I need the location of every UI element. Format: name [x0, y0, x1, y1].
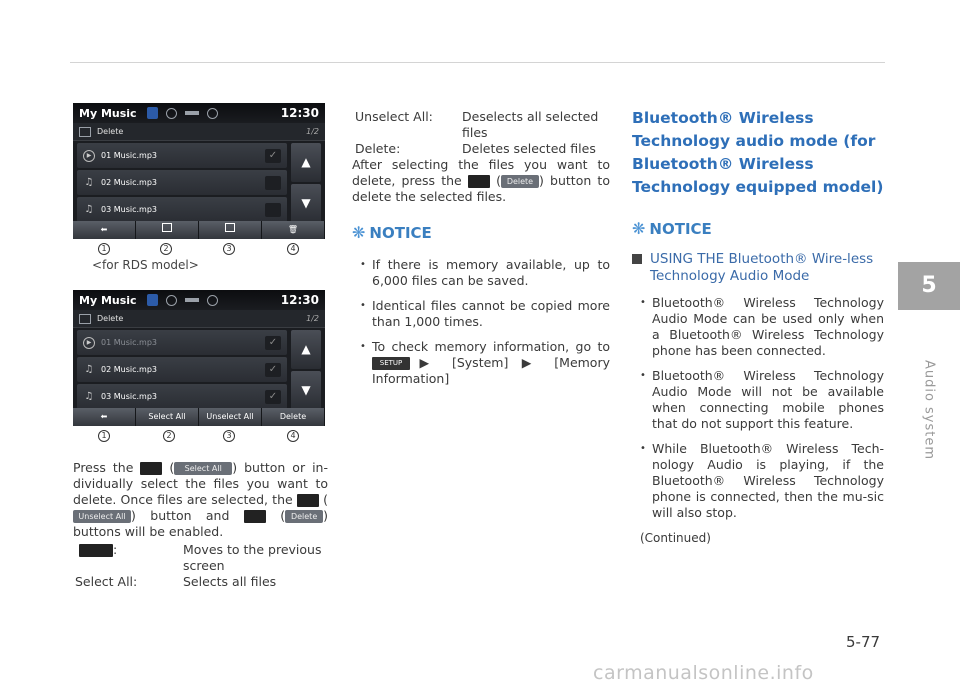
list-item: • While Bluetooth® Wireless Tech-nology Audio is playing, if the Bluetooth® Wireless Technology phone is connected, then the mu-sic will also stop. — [632, 441, 884, 521]
top-divider — [70, 62, 885, 63]
page-indicator: 1/2 — [306, 127, 319, 136]
notice-star-icon: ❋ — [352, 223, 366, 242]
square-bullet-icon — [632, 254, 642, 264]
callout-row-1 — [73, 243, 325, 257]
notice-title: NOTICE — [369, 224, 432, 242]
source-icon — [207, 295, 218, 306]
text-run: button to delete the selected files. — [352, 173, 610, 204]
select-all-pill: Select All — [174, 462, 232, 475]
scroll-down-button[interactable]: ▼ — [291, 184, 321, 223]
scroll-buttons — [291, 330, 321, 410]
definition-text: Moves to the previous screen — [183, 542, 322, 573]
column-3-text — [632, 107, 884, 546]
unselect-icon-glyph — [297, 494, 319, 507]
status-bar — [73, 290, 325, 310]
section-title: Bluetooth® Wireless Technology audio mode (for Bluetooth® Wireless Technology equipped model) — [632, 109, 884, 196]
delete-header — [73, 310, 325, 328]
delete-icon-button[interactable]: 🗑 — [262, 221, 325, 239]
callout-2: 2 — [163, 430, 175, 442]
text-run: buttons will be enabled. — [73, 524, 224, 539]
scroll-up-button[interactable]: ▲ — [291, 330, 321, 369]
select-all-button[interactable]: Select All — [136, 408, 199, 426]
notice-title: NOTICE — [649, 220, 712, 238]
continued-note: (Continued) — [640, 531, 711, 545]
checkbox[interactable]: ✓ — [265, 336, 281, 350]
status-icons — [147, 107, 281, 119]
scroll-down-button[interactable]: ▼ — [291, 371, 321, 410]
callout-row-2 — [73, 430, 325, 444]
delete-instruction: After selecting the files you want to delete, press the ( Delete ) button to delete the selected files. — [352, 157, 610, 204]
button-bar — [73, 408, 325, 426]
bluetooth-icon — [147, 294, 158, 306]
delete-list-icon — [79, 314, 91, 324]
screen-title: My Music — [79, 106, 137, 120]
settings-circle-icon — [166, 108, 177, 119]
file-list — [77, 330, 287, 411]
checkbox[interactable]: ✓ — [265, 149, 281, 163]
usb-icon — [185, 111, 199, 115]
list-item[interactable] — [77, 357, 287, 382]
list-item: • To check memory information, go to SETUP ▶ [System] ▶ [Memory Information] — [352, 339, 610, 387]
callout-3: 3 — [223, 430, 235, 442]
unselect-all-icon-button[interactable] — [199, 221, 262, 239]
term-text: : — [113, 542, 118, 557]
list-item: • If there is memory available, up to 6,000 files can be saved. — [352, 257, 610, 289]
music-note-icon: ♫ — [84, 391, 94, 402]
unselect-all-button[interactable]: Unselect All — [199, 408, 262, 426]
file-name: 01 Music.mp3 — [101, 338, 157, 347]
delete-list-icon — [79, 127, 91, 137]
definition-row — [73, 574, 328, 590]
clock: 12:30 — [280, 106, 319, 120]
usb-icon — [185, 298, 199, 302]
status-icons — [147, 294, 281, 306]
text-run: To check memory information, go to — [372, 339, 610, 354]
list-item[interactable] — [77, 330, 287, 355]
file-name: 03 Music.mp3 — [101, 205, 157, 214]
header-label: Delete — [97, 127, 124, 136]
bluetooth-icon — [147, 107, 158, 119]
settings-circle-icon — [166, 295, 177, 306]
stack-icon — [225, 223, 235, 232]
play-icon: ▶ — [83, 150, 95, 162]
definition-text: Deletes selected files — [462, 141, 596, 156]
button-bar — [73, 221, 325, 239]
subsection-heading — [632, 251, 884, 285]
notice-heading — [632, 221, 884, 237]
music-note-icon: ♫ — [84, 204, 94, 215]
chapter-tab: 5 — [898, 262, 960, 310]
subhead-text: USING THE Bluetooth® Wire-less Technology Audio Mode — [650, 251, 874, 284]
page-number: 5-77 — [846, 633, 881, 651]
notice-heading — [352, 225, 610, 241]
definition-term — [73, 542, 183, 574]
trash-icon-glyph — [244, 510, 266, 523]
definition-term: Unselect All: — [355, 109, 433, 124]
list-item[interactable] — [77, 197, 287, 222]
text-run: button and — [150, 508, 230, 523]
delete-header — [73, 123, 325, 141]
status-bar — [73, 103, 325, 123]
notice-star-icon: ❋ — [632, 219, 646, 238]
source-icon — [207, 108, 218, 119]
callout-1: 1 — [98, 430, 110, 442]
image-caption: <for RDS model> — [92, 258, 199, 272]
text-run: [System] — [451, 355, 509, 370]
column-2-text — [352, 107, 610, 396]
list-item: • Identical files cannot be copied more than 1,000 times. — [352, 298, 610, 330]
instruction-paragraph: Press the ( Select All ) button or in-dividually select the files you want to delete. Once files are selected, the (Unselect All ) button and ( Delete ) buttons will be enabled. — [73, 460, 328, 539]
callout-3: 3 — [223, 243, 235, 255]
callout-4: 4 — [287, 430, 299, 442]
list-item[interactable] — [77, 143, 287, 168]
select-icon-glyph — [140, 462, 162, 475]
definition-term: Delete: — [355, 141, 401, 156]
checkbox-icon — [162, 223, 172, 232]
list-item[interactable] — [77, 384, 287, 409]
delete-pill: Delete — [501, 175, 539, 188]
unselect-all-pill: Unselect All — [73, 510, 131, 523]
music-note-icon: ♫ — [84, 364, 94, 375]
clock: 12:30 — [280, 293, 319, 307]
column-1-text — [73, 460, 328, 590]
play-icon: ▶ — [83, 337, 95, 349]
trash-icon-glyph — [468, 175, 490, 188]
screen-title: My Music — [79, 293, 137, 307]
definition-term: Select All: — [75, 574, 138, 589]
checkbox[interactable] — [265, 203, 281, 217]
definition-row — [352, 141, 610, 157]
file-name: 02 Music.mp3 — [101, 365, 157, 374]
checkbox[interactable]: ✓ — [265, 390, 281, 404]
definition-row — [352, 109, 610, 141]
back-button[interactable]: ⬅ — [73, 408, 136, 426]
checkbox[interactable] — [265, 176, 281, 190]
file-name: 02 Music.mp3 — [101, 178, 157, 187]
file-name: 03 Music.mp3 — [101, 392, 157, 401]
setup-key: SETUP — [372, 357, 410, 370]
my-music-screen-rds — [73, 103, 325, 239]
notice-list — [632, 295, 884, 521]
header-label: Delete — [97, 314, 124, 323]
delete-button[interactable]: Delete — [262, 408, 325, 426]
music-note-icon: ♫ — [84, 177, 94, 188]
text-run: After selecting the files you want to delete, press the — [352, 157, 610, 188]
watermark: carmanualsonline.info — [593, 662, 814, 684]
back-icon-glyph — [79, 544, 113, 557]
definition-list — [73, 542, 328, 590]
page-indicator: 1/2 — [306, 314, 319, 323]
text-run: button or in-dividually select the files you want to delete. Once files are selected, the — [73, 460, 328, 507]
file-list — [77, 143, 287, 224]
definition-text: Selects all files — [183, 574, 277, 589]
back-button[interactable]: ⬅ — [73, 221, 136, 239]
callout-2: 2 — [160, 243, 172, 255]
text-run: Press the — [73, 460, 134, 475]
checkbox[interactable]: ✓ — [265, 363, 281, 377]
file-name: 01 Music.mp3 — [101, 151, 157, 160]
definition-row — [73, 542, 328, 574]
chapter-label: Audio system — [921, 359, 937, 461]
definition-list — [352, 109, 610, 157]
notice-list — [352, 257, 610, 387]
callout-1: 1 — [98, 243, 110, 255]
my-music-screen — [73, 290, 325, 426]
list-item[interactable] — [77, 170, 287, 195]
text-run: [Memory Information] — [372, 355, 610, 386]
list-item: • Bluetooth® Wireless Technology Audio Mode can be used only when a Bluetooth® Wireless Technology phone has been connected. — [632, 295, 884, 359]
scroll-buttons — [291, 143, 321, 223]
list-item: • Bluetooth® Wireless Technology Audio Mode will not be available when connecting mobile phones that do not support this feature. — [632, 368, 884, 432]
delete-pill: Delete — [285, 510, 323, 523]
definition-text: Deselects all selected files — [462, 109, 599, 140]
scroll-up-button[interactable]: ▲ — [291, 143, 321, 182]
callout-4: 4 — [287, 243, 299, 255]
select-all-icon-button[interactable] — [136, 221, 199, 239]
